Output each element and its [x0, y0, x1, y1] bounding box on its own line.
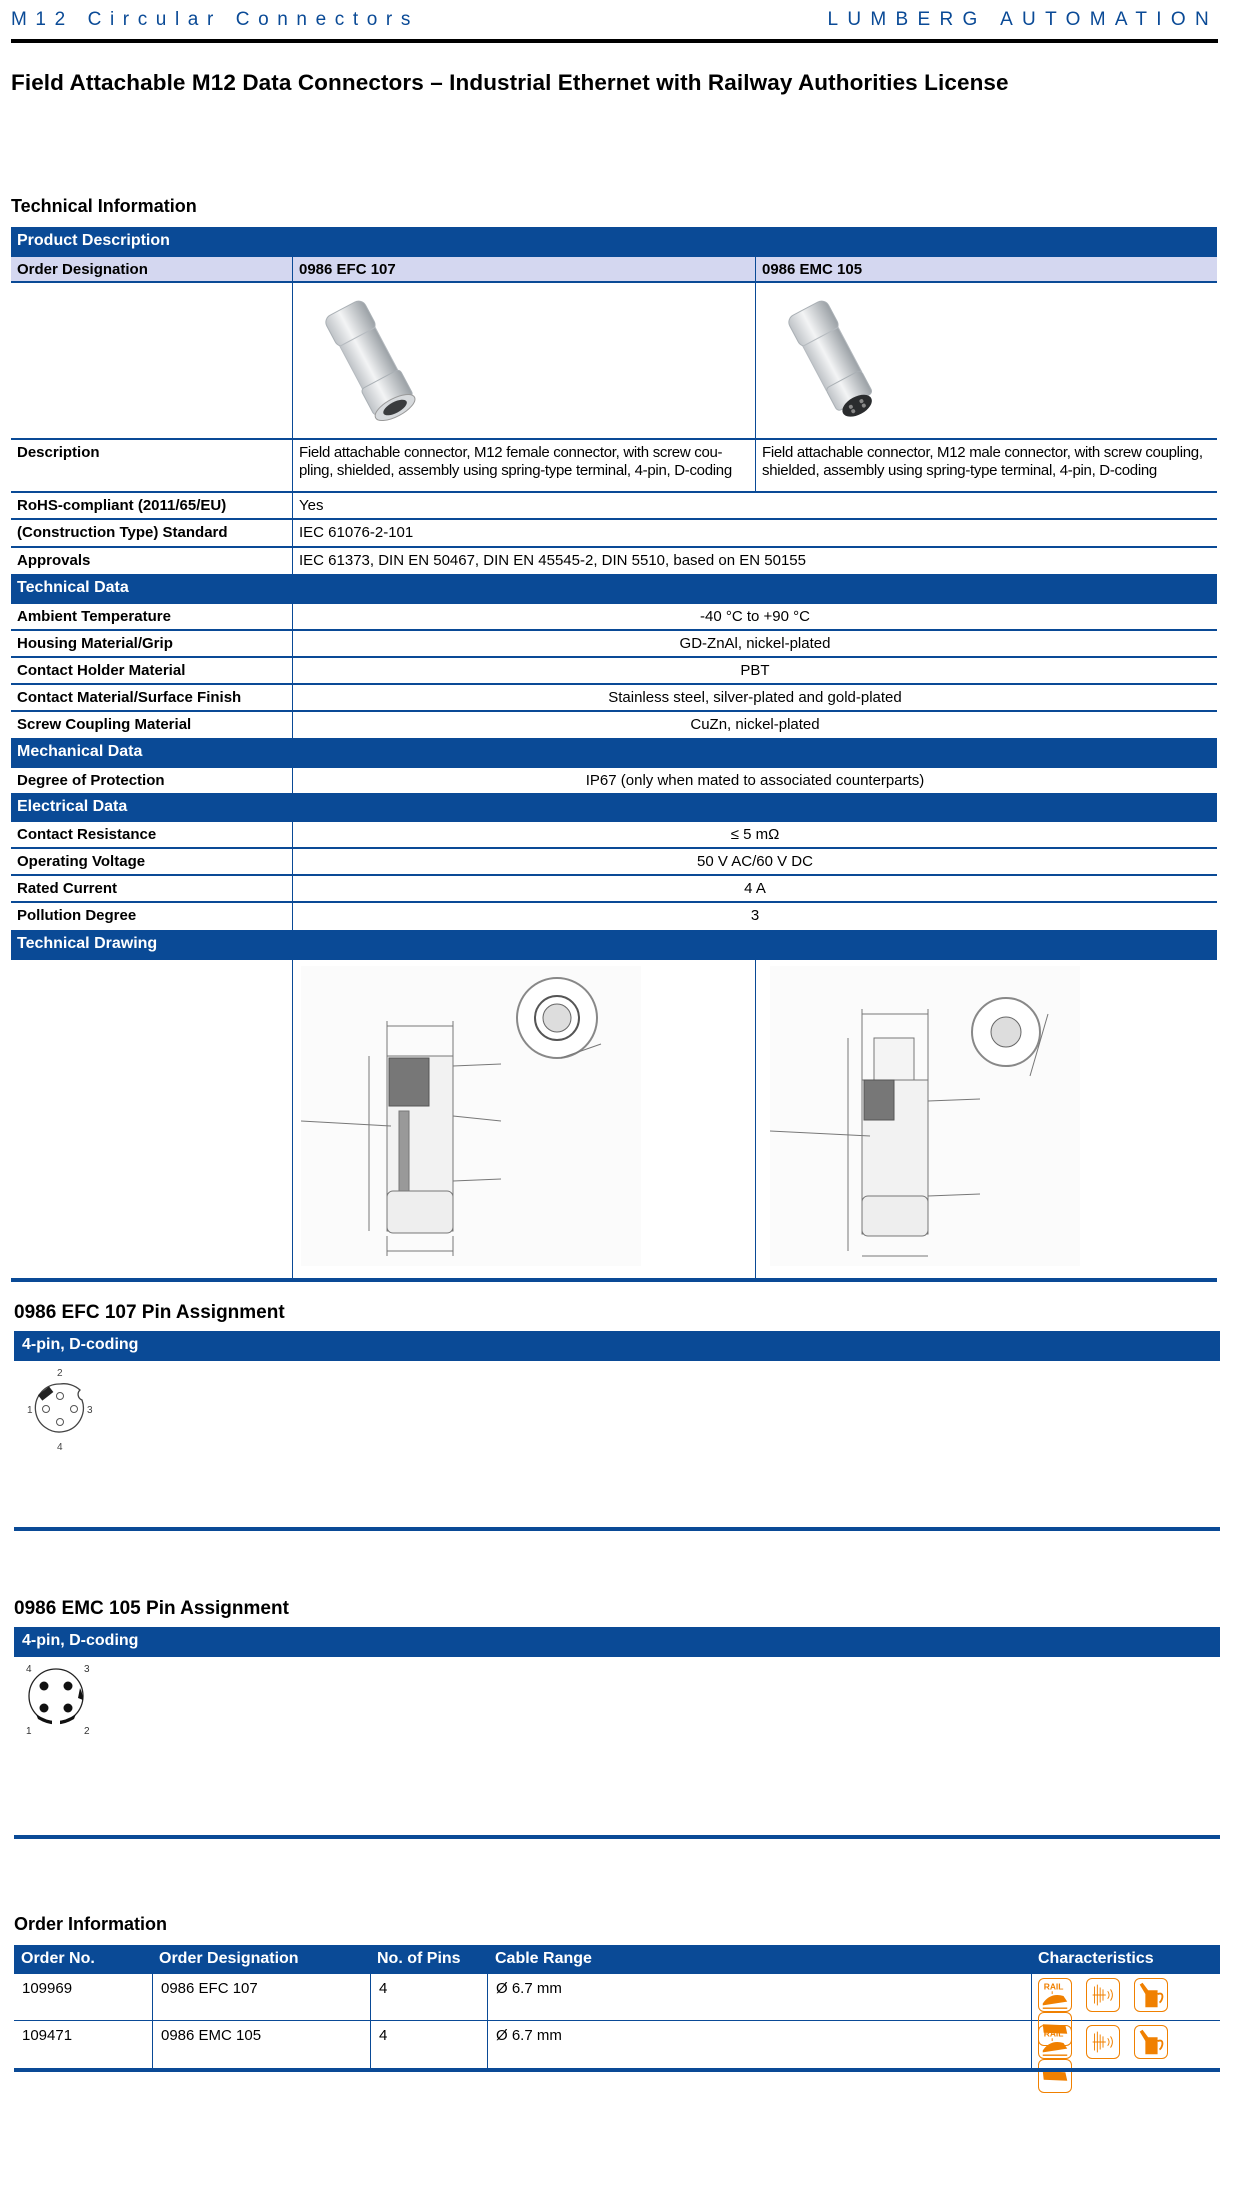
technical-drawing-row [11, 960, 1217, 1282]
header-rule [11, 39, 1218, 43]
product-image-row [11, 283, 1217, 440]
spec-label: Contact Holder Material [17, 662, 186, 679]
emc-shield-icon [1086, 2025, 1120, 2059]
cable-range: Ø 6.7 mm [487, 2021, 1031, 2068]
pin-label: 2 [57, 1368, 63, 1379]
spec-value: IEC 61373, DIN EN 50467, DIN EN 45545-2, DIN 5510, based on EN 50155 [292, 548, 1217, 574]
male-connector-photo-icon [770, 287, 900, 437]
section-bar-technical-data: Technical Data [11, 574, 1217, 604]
spec-label: Contact Resistance [17, 826, 157, 843]
technical-drawing-male-icon [770, 966, 1130, 1276]
pin-label: 4 [26, 1664, 32, 1675]
rail-icon [1038, 1978, 1072, 2012]
spec-label: Screw Coupling Material [17, 716, 192, 733]
pin-assignment-efc107-title: 0986 EFC 107 Pin Assignment [14, 1302, 285, 1323]
no-of-pins: 4 [370, 2021, 487, 2068]
spec-value: IEC 61076-2-101 [292, 520, 1217, 546]
spec-row [11, 631, 1217, 658]
page-title: Field Attachable M12 Data Connectors – Industrial Ethernet with Railway Authorities License [11, 70, 1009, 95]
svg-text:RAIL: RAIL [1043, 1981, 1064, 1992]
column-header-cable-range: Cable Range [495, 1950, 592, 1967]
column-header-characteristics: Characteristics [1038, 1950, 1154, 1967]
product-efc107-designation: 0986 EFC 107 [292, 257, 755, 281]
spec-value: -40 °C to +90 °C [292, 604, 1217, 629]
spec-value: IP67 (only when mated to associated counterparts) [292, 768, 1217, 793]
spec-row [11, 768, 1217, 793]
section-bar-technical-drawing: Technical Drawing [11, 930, 1217, 960]
column-header-order-no: Order No. [21, 1950, 95, 1967]
female-pin-diagram-icon [20, 1364, 110, 1460]
svg-text:RAIL: RAIL [1043, 2028, 1064, 2039]
spec-value: 3 [292, 903, 1217, 930]
spec-value: 50 V AC/60 V DC [292, 849, 1217, 874]
spec-row [11, 685, 1217, 712]
product-image-emc105 [755, 283, 1217, 438]
description-row [11, 440, 1217, 493]
section-bar-product-description: Product Description [11, 227, 1217, 257]
spec-value: 4 A [292, 876, 1217, 901]
order-no: 109969 [22, 1980, 73, 1997]
order-designation: 0986 EFC 107 [152, 1974, 370, 2020]
pin-label: 1 [27, 1405, 33, 1416]
pin-assignment-emc105-coding: 4-pin, D-coding [14, 1627, 1220, 1657]
no-of-pins: 4 [370, 1974, 487, 2020]
spec-row [11, 849, 1217, 876]
product-emc105-designation: 0986 EMC 105 [755, 257, 1217, 281]
female-connector-photo-icon [307, 287, 437, 437]
spec-label: Pollution Degree [17, 907, 137, 924]
oil-resistant-icon [1134, 1978, 1168, 2012]
spec-row [11, 520, 1217, 548]
spec-row [11, 658, 1217, 685]
spec-row [11, 493, 1217, 520]
characteristics [1031, 1974, 1220, 2020]
pin-label: 2 [84, 1726, 90, 1737]
spec-value: ≤ 5 mΩ [292, 822, 1217, 847]
description-emc105: Field attachable connector, M12 male connector, with screw coupling, shielded, assembly using spring-type terminal, 4-pin, D-coding [755, 440, 1217, 491]
empty-cell [11, 960, 292, 1278]
spec-row [11, 712, 1217, 738]
pin-label: 3 [87, 1405, 93, 1416]
technical-drawing-efc107 [292, 960, 755, 1278]
order-designation-label: Order Designation [17, 261, 148, 278]
spec-row [11, 822, 1217, 849]
flat-bar-icon [1038, 2059, 1072, 2093]
order-table-header [14, 1945, 1220, 1974]
page-header-brand: LUMBERG AUTOMATION [827, 9, 1218, 30]
order-information-heading: Order Information [14, 1914, 168, 1934]
order-designation: 0986 EMC 105 [152, 2021, 370, 2068]
characteristics [1031, 2021, 1220, 2068]
spec-label: (Construction Type) Standard [17, 524, 228, 541]
technical-information-heading: Technical Information [11, 196, 197, 216]
spec-label: Housing Material/Grip [17, 635, 173, 652]
spec-value: Yes [292, 493, 1217, 518]
description-efc107: Field attachable connector, M12 female connector, with screw cou-pling, shielded, assembly using spring-type terminal, 4-pin, D-coding [292, 440, 755, 491]
order-designation-row [11, 257, 1217, 283]
section-bar-electrical-data: Electrical Data [11, 793, 1217, 822]
pin-label: 4 [57, 1442, 63, 1453]
spec-value: GD-ZnAl, nickel-plated [292, 631, 1217, 656]
pin-label: 3 [84, 1664, 90, 1675]
spec-label: Rated Current [17, 880, 118, 897]
section-bar-mechanical-data: Mechanical Data [11, 738, 1217, 768]
cable-range: Ø 6.7 mm [487, 1974, 1031, 2020]
rail-icon [1038, 2025, 1072, 2059]
pin-assignment-emc105-title: 0986 EMC 105 Pin Assignment [14, 1598, 289, 1619]
male-pin-diagram-icon [20, 1662, 110, 1742]
spec-row [11, 903, 1217, 930]
spec-value: PBT [292, 658, 1217, 683]
order-no: 109471 [22, 2027, 73, 2044]
section-rule [14, 1527, 1220, 1531]
spec-value: Stainless steel, silver-plated and gold-plated [292, 685, 1217, 710]
pin-assignment-efc107-coding: 4-pin, D-coding [14, 1331, 1220, 1361]
order-row [14, 1974, 1220, 2021]
spec-label: Ambient Temperature [17, 608, 171, 625]
order-row [14, 2021, 1220, 2068]
column-header-no-of-pins: No. of Pins [377, 1950, 461, 1967]
description-label: Description [17, 444, 100, 461]
product-image-efc107 [292, 283, 755, 438]
spec-label: Approvals [17, 552, 91, 569]
oil-resistant-icon [1134, 2025, 1168, 2059]
pin-label: 1 [26, 1726, 32, 1737]
spec-label: Operating Voltage [17, 853, 146, 870]
section-rule [14, 1835, 1220, 1839]
column-header-order-designation: Order Designation [159, 1950, 299, 1967]
spec-label: Contact Material/Surface Finish [17, 689, 242, 706]
order-table-bottom-rule [14, 2068, 1220, 2072]
spec-label: Degree of Protection [17, 772, 165, 789]
spec-value: CuZn, nickel-plated [292, 712, 1217, 738]
spec-row [11, 876, 1217, 903]
spec-row [11, 548, 1217, 574]
empty-cell [11, 283, 292, 438]
page-header-category: M12 Circular Connectors [11, 9, 419, 30]
spec-row [11, 604, 1217, 631]
emc-shield-icon [1086, 1978, 1120, 2012]
technical-drawing-emc105 [755, 960, 1217, 1278]
technical-drawing-female-icon [301, 966, 661, 1276]
spec-label: RoHS-compliant (2011/65/EU) [17, 497, 227, 514]
